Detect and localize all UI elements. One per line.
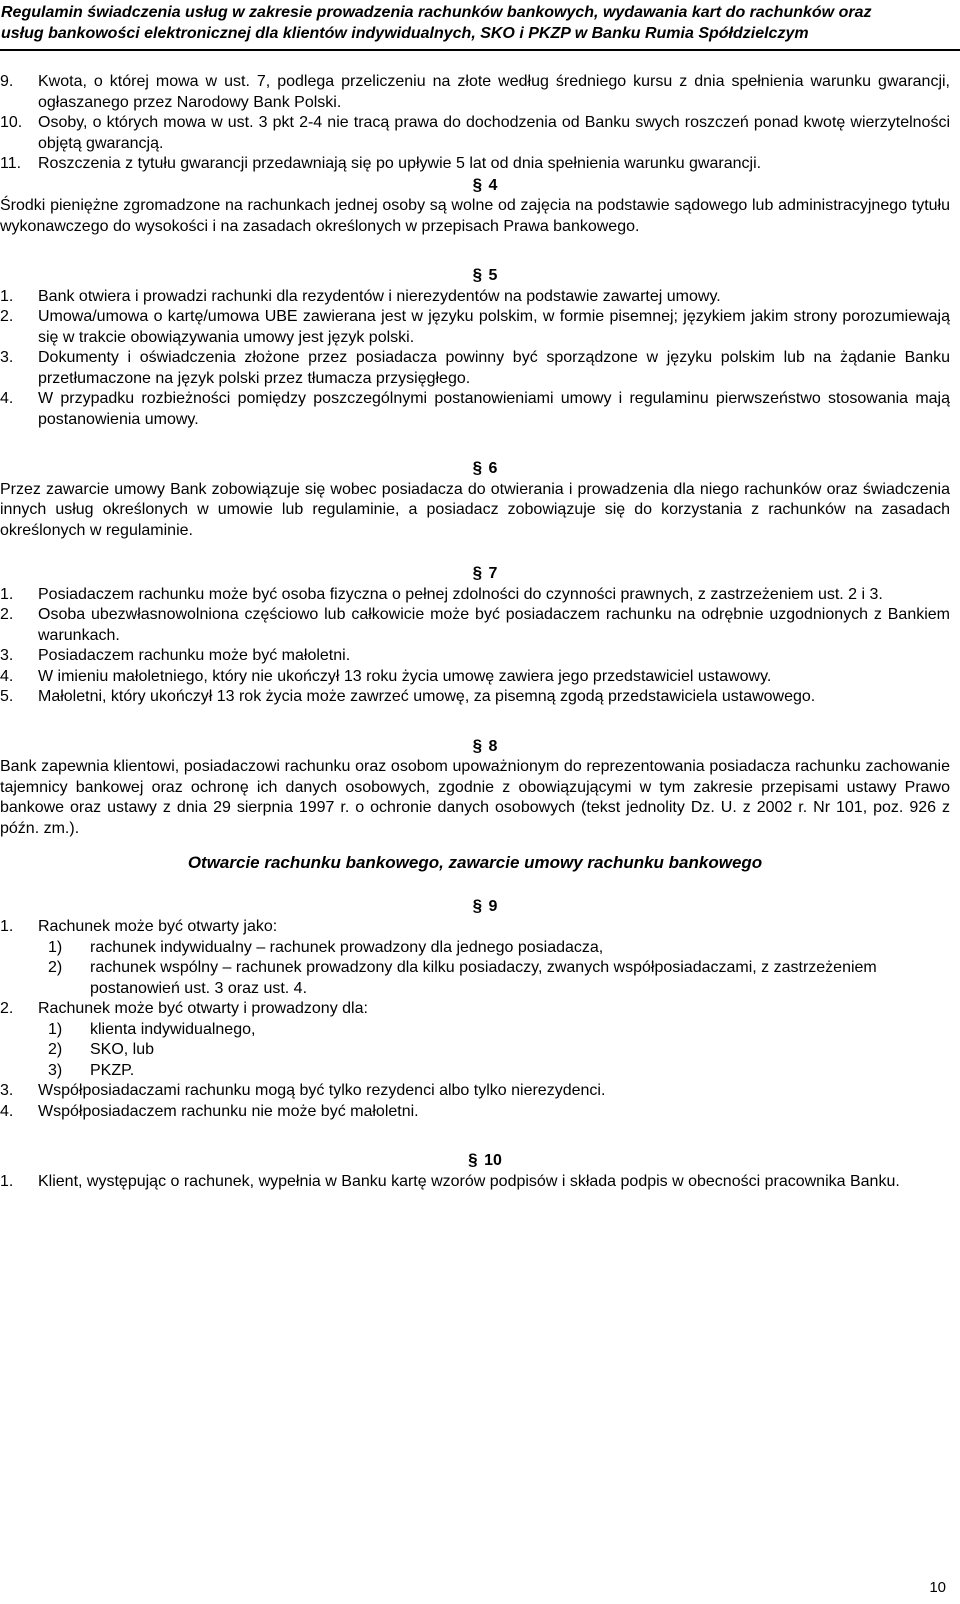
section-symbol: § (472, 458, 483, 477)
item-number: 4. (0, 667, 14, 685)
item-text: Kwota, o której mowa w ust. 7, podlega przeliczeniu na złote według średniego kursu z dnia spełnienia warunku gwarancji, ogłaszanego przez Narodowy Bank Polski. (38, 73, 950, 111)
item-text: Osoba ubezwłasnowolniona częściowo lub całkowicie może być posiadaczem rachunku na odrębnie uzgodnionych z Bankiem warunkach. (38, 606, 950, 644)
sub-item-number: 1) (48, 1020, 63, 1038)
item-text: W imieniu małoletniego, który nie ukończył 13 roku życia umowę zawiera jego przedstawiciel ustawowy. (38, 667, 772, 685)
section-symbol: § (472, 895, 483, 915)
item-text: Roszczenia z tytułu gwarancji przedawniają się po upływie 5 lat od dnia spełnienia warunku gwarancji. (38, 155, 762, 172)
header-line-2: usług bankowości elektronicznej dla klientów indywidualnych, SKO i PKZP w Banku Rumia Spółdzielczym (1, 25, 809, 42)
section-number: 4 (488, 176, 498, 194)
item-number: 1. (0, 918, 14, 935)
list-item (0, 605, 950, 646)
list-item (0, 585, 950, 606)
section-heading-6 (0, 458, 950, 480)
list-item (0, 154, 950, 175)
list-item (0, 348, 950, 389)
item-number: 11. (0, 155, 22, 172)
header-rule (0, 49, 960, 51)
section-8-text: Bank zapewnia klientowi, posiadaczowi rachunku oraz osobom upoważnionym do reprezentowania posiadacza rachunku zachowanie tajemnicy bankowej oraz ochronę ich danych osobowych, zgodnie z obowiązującymi w tym zakresie przepisami ustawy Prawo bankowe oraz ustawy z dnia 29 sierpnia 1997 r. o ochronie danych osobowych (tekst jednolity Dz. U. z 2002 r. Nr 101, poz. 926 z późn. zm.). (0, 758, 950, 837)
sub-list-item (0, 1040, 950, 1061)
item-text: Klient, występując o rachunek, wypełnia w Banku kartę wzorów podpisów i składa podpis w obecności pracownika Banku. (38, 1172, 900, 1190)
list-item (0, 1081, 950, 1102)
item-number: 2. (0, 1000, 14, 1017)
item-number: 10. (0, 114, 23, 131)
section-symbol: § (472, 174, 483, 194)
item-number: 3. (0, 349, 14, 366)
list-item (0, 667, 950, 688)
item-number: 4. (0, 390, 14, 407)
sub-item-text: klienta indywidualnego, (90, 1020, 256, 1038)
document-body (0, 72, 950, 1192)
item-number: 2. (0, 308, 14, 325)
item-number: 1. (0, 585, 14, 603)
list-item (0, 307, 950, 348)
item-text: Umowa/umowa o kartę/umowa UBE zawierana jest w języku polskim, w formie pisemnej; językiem jakim strony porozumiewają się w trakcie obowiązywania umowy jest język polski. (38, 308, 950, 346)
item-text: W przypadku rozbieżności pomiędzy poszczególnymi postanowieniami umowy i regulaminu pierwszeństwo stosowania mają postanowienia umowy. (38, 390, 950, 428)
section-heading-7 (0, 563, 950, 585)
item-number: 1. (0, 287, 14, 305)
sub-list-item (0, 1020, 950, 1041)
section-number: 6 (488, 460, 498, 477)
section-4-text: Środki pieniężne zgromadzone na rachunkach jednej osoby są wolne od zajęcia na podstawie sądowego lub administracyjnego tytułu wykonawczego do wysokości i na zasadach określonych w przepisach Prawa bankowego. (0, 197, 950, 235)
list-item (0, 1102, 950, 1123)
section-symbol: § (472, 265, 483, 284)
item-text: Posiadaczem rachunku może być małoletni. (38, 647, 351, 664)
item-number: 4. (0, 1102, 14, 1120)
section-symbol: § (468, 1150, 478, 1169)
section-symbol: § (472, 563, 483, 582)
section-heading-10 (0, 1150, 950, 1172)
list-item (0, 389, 950, 430)
sub-item-number: 2) (48, 959, 63, 976)
item-text: Współposiadaczami rachunku mogą być tylko rezydenci albo tylko nierezydenci. (38, 1082, 606, 1099)
item-number: 2. (0, 606, 14, 623)
sub-list-item (0, 958, 950, 999)
list-item (0, 917, 950, 938)
section-heading-9 (0, 896, 950, 918)
sub-item-text: rachunek indywidualny – rachunek prowadzony dla jednego posiadacza, (90, 938, 604, 956)
sub-item-text: SKO, lub (90, 1041, 155, 1058)
item-text: Rachunek może być otwarty i prowadzony dla: (38, 1000, 368, 1017)
section-number: 10 (484, 1152, 502, 1169)
list-item (0, 646, 950, 667)
header-line-1: Regulamin świadczenia usług w zakresie prowadzenia rachunków bankowych, wydawania kart do rachunków oraz (1, 4, 872, 21)
item-number: 9. (0, 73, 14, 90)
section-number: 9 (488, 897, 498, 915)
page-number: 10 (929, 1579, 946, 1596)
sub-item-number: 1) (48, 938, 63, 956)
item-number: 1. (0, 1172, 14, 1190)
item-text: Bank otwiera i prowadzi rachunki dla rezydentów i nierezydentów na podstawie zawartej umowy. (38, 287, 721, 305)
sub-item-text: rachunek wspólny – rachunek prowadzony dla kilku posiadaczy, zwanych współposiadaczami, z zastrzeżeniem postanowień ust. 3 oraz ust. 4. (90, 959, 877, 997)
list-item (0, 287, 950, 308)
item-text: Posiadaczem rachunku może być osoba fizyczna o pełnej zdolności do czynności prawnych, z zastrzeżeniem ust. 2 i 3. (38, 585, 883, 603)
section-number: 5 (488, 267, 498, 284)
list-item (0, 1172, 950, 1193)
item-number: 5. (0, 688, 14, 705)
section-heading-5 (0, 265, 950, 287)
section-6-text: Przez zawarcie umowy Bank zobowiązuje się wobec posiadacza do otwierania i prowadzenia dla niego rachunków oraz świadczenia innych usług określonych w umowie lub regulaminie, a posiadacz zobowiązuje się do korzystania z rachunków na zasadach określonych w regulaminie. (0, 480, 950, 539)
sub-item-number: 2) (48, 1041, 63, 1058)
list-item (0, 113, 950, 154)
section-number: 7 (488, 565, 498, 582)
chapter-heading: Otwarcie rachunku bankowego, zawarcie umowy rachunku bankowego (187, 853, 763, 872)
item-number: 3. (0, 1082, 14, 1099)
sub-item-text: PKZP. (90, 1061, 135, 1079)
section-number: 8 (488, 737, 498, 755)
item-text: Współposiadaczem rachunku nie może być małoletni. (38, 1102, 419, 1120)
list-item (0, 687, 950, 708)
section-symbol: § (472, 735, 483, 755)
list-item (0, 72, 950, 113)
list-item (0, 999, 950, 1020)
section-heading-8 (0, 736, 950, 758)
item-text: Dokumenty i oświadczenia złożone przez posiadacza powinny być sporządzone w języku polskim lub na żądanie Banku przetłumaczone na język polski przez tłumacza przysięgłego. (38, 349, 950, 387)
item-number: 3. (0, 647, 14, 664)
item-text: Rachunek może być otwarty jako: (38, 918, 278, 935)
item-text: Osoby, o których mowa w ust. 3 pkt 2-4 nie tracą prawa do dochodzenia od Banku swych roszczeń ponad kwotę wierzytelności objętą gwarancją. (38, 114, 950, 152)
running-header (0, 0, 960, 45)
sub-item-number: 3) (48, 1061, 63, 1079)
sub-list-item (0, 938, 950, 959)
sub-list-item (0, 1061, 950, 1082)
item-text: Małoletni, który ukończył 13 rok życia może zawrzeć umowę, za pisemną zgodą przedstawiciela ustawowego. (38, 688, 816, 705)
section-heading-4 (0, 175, 950, 197)
